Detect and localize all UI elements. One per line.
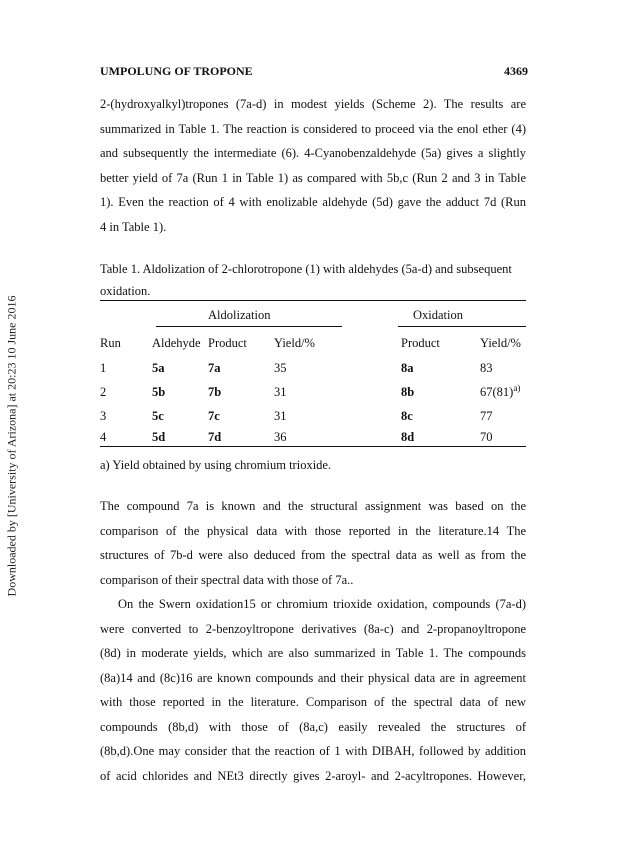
text-line: structures of 7b-d were also deduced from the spectral data as well as from the xyxy=(100,548,526,562)
cell-aldehyde: 5d xyxy=(152,430,166,444)
cell-ox-yield xyxy=(480,361,493,376)
group-rule-oxidation xyxy=(398,326,526,327)
table-bottom-rule xyxy=(100,446,526,447)
cell-aldehyde: 5b xyxy=(152,385,166,399)
table-top-rule xyxy=(100,300,526,301)
page-number: 4369 xyxy=(504,64,528,78)
text-line: with those reported in the literature. Comparison of the spectral data of new xyxy=(100,695,526,709)
text-line: were converted to 2-benzoyltropone derivatives (8a-c) and 2-propanoyltropone xyxy=(100,621,526,636)
text-line: comparison of their spectral data with those of 7a.. xyxy=(100,572,354,587)
running-title: UMPOLUNG OF TROPONE xyxy=(100,64,253,78)
ox-yield-note: a) xyxy=(513,382,521,393)
group-rule-aldolization xyxy=(156,326,342,327)
running-header xyxy=(100,64,528,79)
text-line: (8b,d).One may consider that the reaction of 1 with DIBAH, followed by addition xyxy=(100,744,526,758)
download-watermark xyxy=(2,266,22,626)
cell-ox-product: 8b xyxy=(401,385,415,399)
caption-line: Table 1. Aldolization of 2-chlorotropone (1) with aldehydes (5a-d) and subsequent xyxy=(100,262,512,276)
cell-product: 7a xyxy=(208,361,221,375)
cell-yield: 31 xyxy=(274,385,287,399)
cell-product: 7b xyxy=(208,385,222,399)
table-caption xyxy=(100,258,526,302)
cell-ox-yield xyxy=(480,430,493,445)
caption-line: oxidation. xyxy=(100,284,151,298)
cell-ox-product: 8c xyxy=(401,409,413,423)
col-header-yield: Yield/% xyxy=(274,336,315,350)
cell-run: 4 xyxy=(100,430,107,444)
col-header-run: Run xyxy=(100,336,121,350)
text-line: On the Swern oxidation15 or chromium trioxide oxidation, compounds (7a-d) xyxy=(118,597,526,611)
text-line: summarized in Table 1. The reaction is considered to proceed via the enol ether (4) xyxy=(100,121,526,136)
ox-yield-value: 67(81) xyxy=(480,385,514,399)
cell-ox-yield xyxy=(480,382,521,400)
text-line: and subsequently the intermediate (6). 4-Cyanobenzaldehyde (5a) gives a slightly xyxy=(100,146,526,160)
cell-product: 7d xyxy=(208,430,222,444)
text-line: compounds (8b,d) with those of (8a,c) easily revealed the structures of xyxy=(100,719,526,734)
table-footnote: a) Yield obtained by using chromium trioxide. xyxy=(100,458,332,472)
cell-ox-product: 8d xyxy=(401,430,415,444)
col-header-ox-product: Product xyxy=(401,336,440,350)
paragraph-3 xyxy=(100,592,526,788)
text-line: 4 in Table 1). xyxy=(100,219,167,234)
paragraph-1 xyxy=(100,92,526,239)
text-line: comparison of the physical data with those reported in the literature.14 The xyxy=(100,523,526,538)
cell-aldehyde: 5a xyxy=(152,361,165,375)
group-header-oxidation: Oxidation xyxy=(413,308,463,322)
cell-yield: 31 xyxy=(274,409,287,423)
group-header-aldolization: Aldolization xyxy=(208,308,271,322)
cell-aldehyde: 5c xyxy=(152,409,164,423)
text-line: The compound 7a is known and the structural assignment was based on the xyxy=(100,499,526,513)
cell-run: 1 xyxy=(100,361,107,375)
text-line: of acid chlorides and NEt3 directly gives 2-aroyl- and 2-acyltropones. However, xyxy=(100,768,526,783)
col-header-aldehyde: Aldehyde xyxy=(152,336,201,350)
results-table xyxy=(100,306,526,446)
ox-yield-value: 70 xyxy=(480,430,493,444)
col-header-ox-yield: Yield/% xyxy=(480,336,521,350)
text-line: 2-(hydroxyalkyl)tropones (7a-d) in modest yields (Scheme 2). The results are xyxy=(100,97,526,111)
download-watermark-text: Downloaded by [University of Arizona] at 20:23 10 June 2016 xyxy=(4,295,19,597)
cell-yield: 35 xyxy=(274,361,287,375)
cell-ox-yield xyxy=(480,409,493,424)
col-header-product: Product xyxy=(208,336,247,350)
ox-yield-value: 83 xyxy=(480,361,493,375)
cell-product: 7c xyxy=(208,409,220,423)
text-line: (8a)14 and (8c)16 are known compounds and their physical data are in agreement xyxy=(100,670,526,685)
text-line: 1). Even the reaction of 4 with enolizable aldehyde (5d) gave the adduct 7d (Run xyxy=(100,195,526,209)
text-line: (8d) in moderate yields, which are also summarized in Table 1. The compounds xyxy=(100,646,526,660)
cell-ox-product: 8a xyxy=(401,361,414,375)
cell-yield: 36 xyxy=(274,430,287,444)
cell-run: 3 xyxy=(100,409,107,423)
cell-run: 2 xyxy=(100,385,107,399)
ox-yield-value: 77 xyxy=(480,409,493,423)
text-line: better yield of 7a (Run 1 in Table 1) as compared with 5b,c (Run 2 and 3 in Table xyxy=(100,170,526,185)
paragraph-2 xyxy=(100,494,526,592)
